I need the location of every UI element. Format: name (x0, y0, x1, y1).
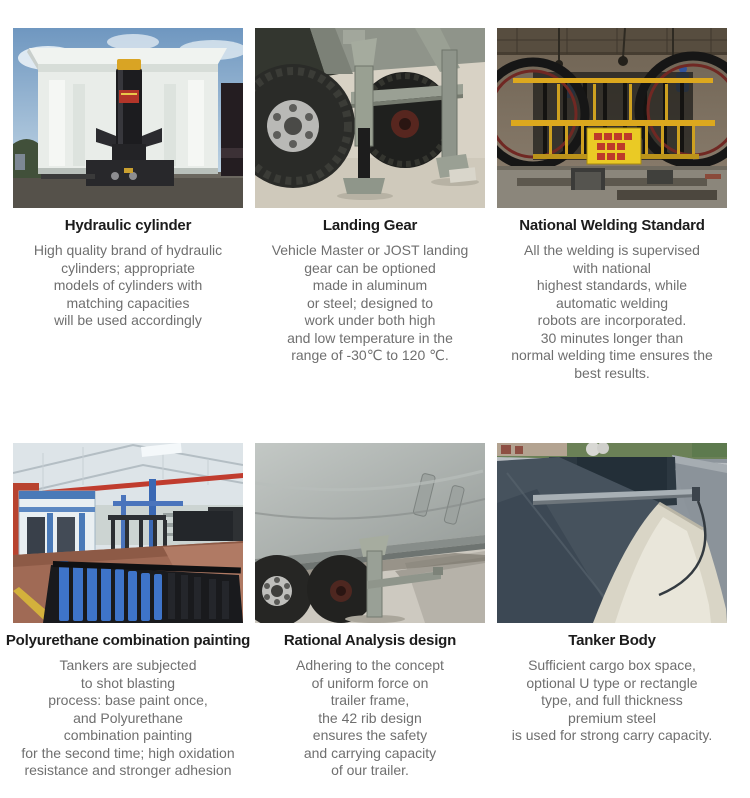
description-line: normal welding time ensures the (511, 347, 713, 363)
feature-title-rational-analysis-design: Rational Analysis design (283, 632, 457, 649)
description-line: combination painting (63, 727, 193, 743)
description-line: Vehicle Master or JOST landing (271, 242, 469, 258)
description-line: models of cylinders with (53, 277, 203, 293)
hydraulic-cylinder-photo (13, 28, 243, 208)
feature-card-national-welding-standard (497, 28, 727, 382)
description-line: with national (573, 259, 651, 276)
description-line: Sufficient cargo box space, (528, 657, 696, 673)
welding-workshop-photo (497, 28, 727, 208)
feature-card-polyurethane-combination-painting (5, 443, 251, 780)
feature-title-landing-gear: Landing Gear (322, 217, 418, 234)
feature-title-national-welding-standard: National Welding Standard (519, 217, 705, 234)
description-line: of our trailer. (331, 762, 409, 778)
feature-desc-polyurethane-combination-painting (21, 657, 234, 780)
feature-title-polyurethane-combination-painting: Polyurethane combination painting (5, 632, 251, 649)
description-line: or steel; designed to (306, 294, 434, 311)
description-line: robots are incorporated. (537, 312, 687, 328)
description-line: cylinders; appropriate (61, 259, 195, 276)
feature-row-2 (5, 443, 737, 780)
feature-desc-national-welding-standard (511, 242, 713, 382)
description-line: All the welding is supervised (524, 242, 700, 258)
description-line: process: base paint once, (48, 692, 208, 708)
landing-gear-photo (255, 28, 485, 208)
description-line: is used for strong carry capacity. (511, 727, 713, 743)
description-line: premium steel (568, 709, 656, 726)
description-line: resistance and stronger adhesion (24, 762, 232, 778)
feature-card-landing-gear (255, 28, 485, 382)
description-line: trailer frame, (330, 692, 410, 708)
description-line: ensures the safety (312, 727, 428, 743)
description-line: automatic welding (555, 294, 669, 311)
description-line: Adhering to the concept (296, 657, 444, 673)
description-line: will be used accordingly (54, 312, 202, 328)
feature-title-tanker-body: Tanker Body (568, 632, 656, 649)
description-line: for the second time; high oxidation (21, 744, 235, 761)
painting-line-photo (13, 443, 243, 623)
description-line: the 42 rib design (318, 709, 422, 726)
description-line: optional U type or rectangle (526, 674, 698, 691)
description-line: to shot blasting (80, 674, 176, 691)
description-line: and carrying capacity (303, 744, 437, 761)
description-line: made in aluminum (312, 277, 428, 293)
description-line: and low temperature in the (287, 329, 453, 346)
description-line: range of -30℃ to 120 ℃. (291, 347, 449, 363)
description-line: of uniform force on (311, 674, 429, 691)
trailer-underside-photo (255, 443, 485, 623)
tanker-interior-photo (497, 443, 727, 623)
description-line: highest standards, while (536, 277, 688, 293)
feature-desc-landing-gear (272, 242, 469, 365)
description-line: Tankers are subjected (59, 657, 197, 673)
feature-title-hydraulic-cylinder: Hydraulic cylinder (64, 217, 192, 234)
description-line: work under both high (304, 312, 436, 328)
description-line: gear can be optioned (304, 259, 436, 276)
description-line: type, and full thickness (541, 692, 683, 708)
feature-card-rational-analysis-design (255, 443, 485, 780)
description-line: High quality brand of hydraulic (33, 242, 223, 258)
feature-card-tanker-body (497, 443, 727, 780)
description-line: and Polyurethane (73, 709, 183, 726)
feature-card-hydraulic-cylinder (13, 28, 243, 382)
feature-desc-tanker-body (512, 657, 712, 745)
description-line: matching capacities (66, 294, 190, 311)
description-line: best results. (574, 364, 650, 381)
feature-desc-hydraulic-cylinder (34, 242, 222, 330)
feature-desc-rational-analysis-design (296, 657, 444, 780)
feature-row-1 (13, 28, 737, 382)
description-line: 30 minutes longer than (540, 329, 684, 346)
